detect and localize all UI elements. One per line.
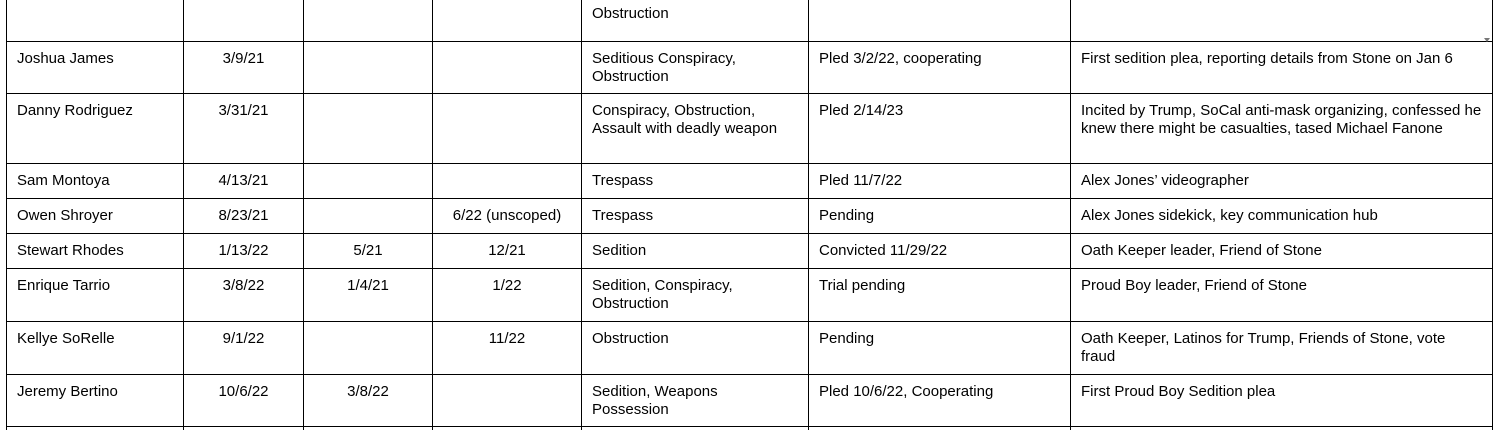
- cell-date1[interactable]: 1/13/22: [184, 234, 304, 269]
- cell-notes[interactable]: First Proud Boy Sedition plea: [1071, 375, 1493, 427]
- cell-name[interactable]: Owen Shroyer: [7, 199, 184, 234]
- table-row: [7, 427, 1493, 430]
- cell-status[interactable]: Pled 2/14/23: [809, 94, 1071, 164]
- cell-name[interactable]: Jeremy Bertino: [7, 375, 184, 427]
- cell-status[interactable]: Convicted 11/29/22: [809, 234, 1071, 269]
- table-row: [7, 269, 1493, 322]
- cell-status[interactable]: Pled 3/2/22, cooperating: [809, 42, 1071, 94]
- cell-date3[interactable]: [433, 427, 582, 430]
- cell-name[interactable]: Stewart Rhodes: [7, 234, 184, 269]
- cell-date2[interactable]: 1/4/21: [304, 269, 433, 322]
- cell-charges[interactable]: Seditious Conspiracy, Obstruction: [582, 42, 809, 94]
- table-row: [7, 234, 1493, 269]
- cell-charges[interactable]: Conspiracy, Obstruction, Assault with deadly weapon: [582, 94, 809, 164]
- cell-date1[interactable]: 10/6/22: [184, 375, 304, 427]
- cell-notes[interactable]: Oath Keeper leader, Friend of Stone: [1071, 234, 1493, 269]
- cell-status[interactable]: Pled 10/6/22, Cooperating: [809, 375, 1071, 427]
- cell-notes[interactable]: Proud Boy leader, Friend of Stone: [1071, 269, 1493, 322]
- cell-name[interactable]: Kellye SoRelle: [7, 322, 184, 375]
- cell-date1[interactable]: [184, 0, 304, 42]
- cell-date3[interactable]: [433, 375, 582, 427]
- cell-date3[interactable]: 6/22 (unscoped): [433, 199, 582, 234]
- cell-name[interactable]: Danny Rodriguez: [7, 94, 184, 164]
- cell-date1[interactable]: [184, 427, 304, 430]
- cell-name[interactable]: Sam Montoya: [7, 164, 184, 199]
- cell-charges[interactable]: Trespass: [582, 199, 809, 234]
- cell-name[interactable]: Enrique Tarrio: [7, 269, 184, 322]
- dropdown-triangle-icon[interactable]: [1484, 38, 1490, 42]
- cell-date1[interactable]: 3/31/21: [184, 94, 304, 164]
- cell-date3[interactable]: [433, 94, 582, 164]
- cell-date3[interactable]: [433, 0, 582, 42]
- cell-name[interactable]: [7, 0, 184, 42]
- table-row: [7, 375, 1493, 427]
- cell-name[interactable]: [7, 427, 184, 430]
- cell-status[interactable]: [809, 427, 1071, 430]
- cell-date3[interactable]: [433, 164, 582, 199]
- cell-date3[interactable]: 12/21: [433, 234, 582, 269]
- cell-date2[interactable]: [304, 0, 433, 42]
- cell-date1[interactable]: 9/1/22: [184, 322, 304, 375]
- table-row: [7, 42, 1493, 94]
- cell-status[interactable]: Pled 11/7/22: [809, 164, 1071, 199]
- cell-notes[interactable]: [1071, 427, 1493, 430]
- cell-notes[interactable]: Alex Jones sidekick, key communication hub: [1071, 199, 1493, 234]
- cell-date3[interactable]: 1/22: [433, 269, 582, 322]
- cell-date3[interactable]: 11/22: [433, 322, 582, 375]
- table-row: [7, 199, 1493, 234]
- cell-date2[interactable]: [304, 427, 433, 430]
- cell-notes[interactable]: [1071, 0, 1493, 42]
- cell-status[interactable]: [809, 0, 1071, 42]
- cell-notes[interactable]: Incited by Trump, SoCal anti-mask organizing, confessed he knew there might be casualties, tased Michael Fanone: [1071, 94, 1493, 164]
- cell-date1[interactable]: 3/8/22: [184, 269, 304, 322]
- cell-charges[interactable]: [582, 427, 809, 430]
- cell-date3[interactable]: [433, 42, 582, 94]
- cell-date1[interactable]: 3/9/21: [184, 42, 304, 94]
- cell-date2[interactable]: 3/8/22: [304, 375, 433, 427]
- cell-charges[interactable]: Sedition, Weapons Possession: [582, 375, 809, 427]
- table-row: [7, 0, 1493, 42]
- data-table: [6, 0, 1493, 430]
- cell-status[interactable]: Pending: [809, 322, 1071, 375]
- cell-notes[interactable]: Oath Keeper, Latinos for Trump, Friends of Stone, vote fraud: [1071, 322, 1493, 375]
- table-row: [7, 94, 1493, 164]
- cell-date2[interactable]: [304, 42, 433, 94]
- cell-date2[interactable]: [304, 322, 433, 375]
- cell-charges[interactable]: Sedition: [582, 234, 809, 269]
- cell-notes[interactable]: First sedition plea, reporting details from Stone on Jan 6: [1071, 42, 1493, 94]
- cell-date1[interactable]: 4/13/21: [184, 164, 304, 199]
- cell-charges[interactable]: Trespass: [582, 164, 809, 199]
- cell-date1[interactable]: 8/23/21: [184, 199, 304, 234]
- cell-charges[interactable]: Obstruction: [582, 0, 809, 42]
- cell-date2[interactable]: 5/21: [304, 234, 433, 269]
- cell-status[interactable]: Pending: [809, 199, 1071, 234]
- cell-charges[interactable]: Sedition, Conspiracy, Obstruction: [582, 269, 809, 322]
- cell-name[interactable]: Joshua James: [7, 42, 184, 94]
- cell-notes[interactable]: Alex Jones’ videographer: [1071, 164, 1493, 199]
- cell-date2[interactable]: [304, 94, 433, 164]
- cell-charges[interactable]: Obstruction: [582, 322, 809, 375]
- table-row: [7, 164, 1493, 199]
- cell-date2[interactable]: [304, 199, 433, 234]
- cell-date2[interactable]: [304, 164, 433, 199]
- table-row: [7, 322, 1493, 375]
- cell-status[interactable]: Trial pending: [809, 269, 1071, 322]
